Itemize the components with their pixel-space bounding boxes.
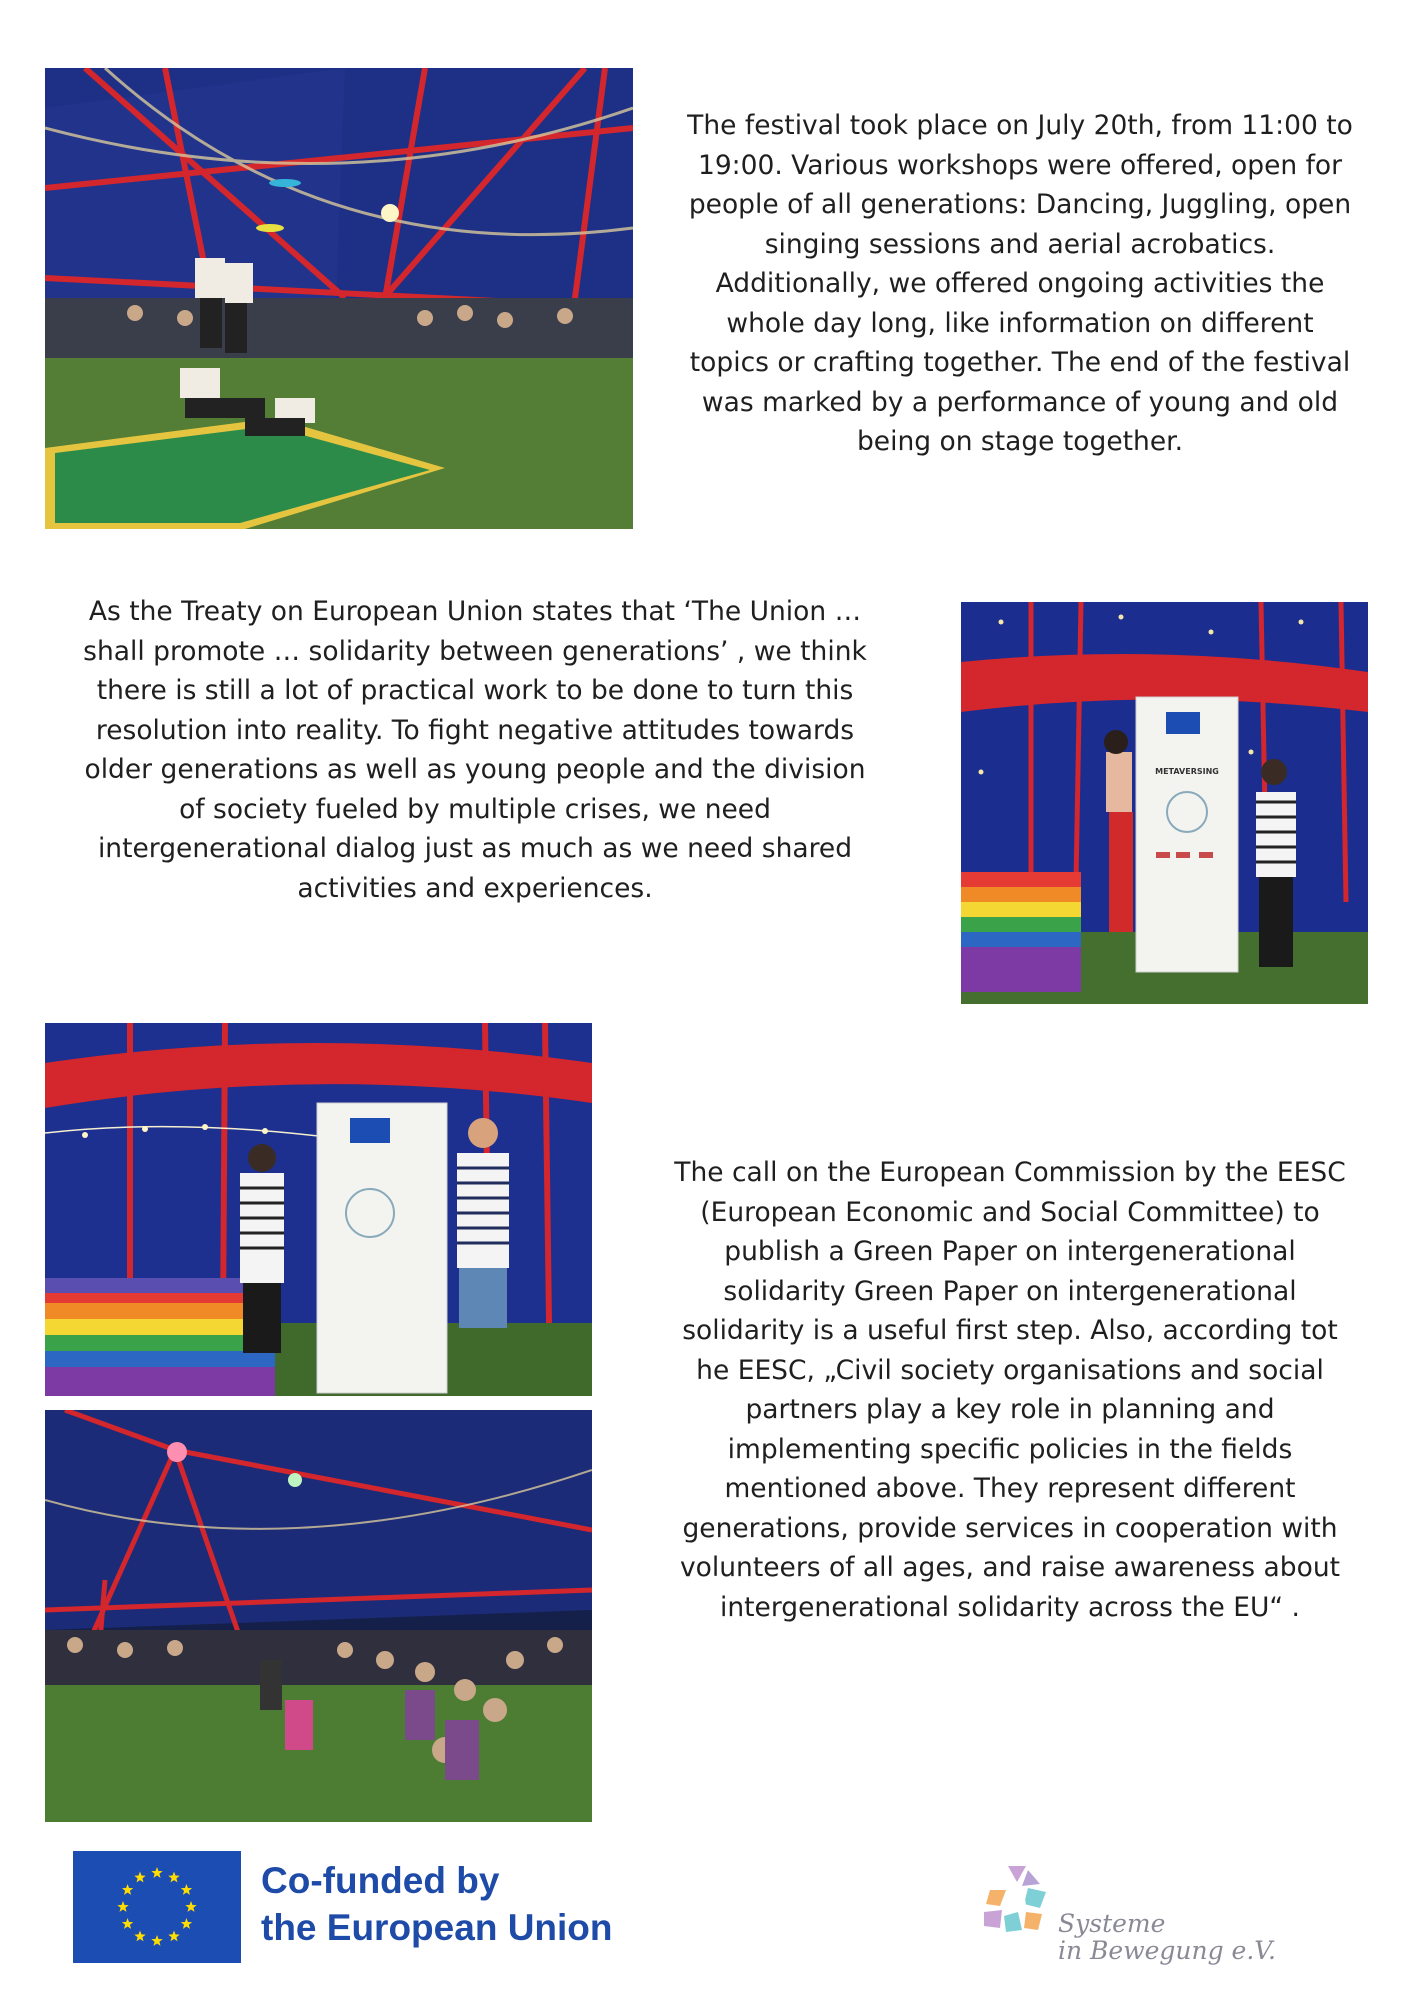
text-line: implementing specific policies in the fields — [727, 1433, 1293, 1465]
text-line: As the Treaty on European Union states that ‘The Union … — [88, 596, 862, 627]
text-line: 19:00. Various workshops were offered, open for — [697, 149, 1343, 181]
text-line: partners play a key role in planning and — [745, 1394, 1275, 1425]
text-line: there is still a lot of practical work to be done to turn this — [96, 675, 854, 706]
org-line-2: in Bewegung e.V. — [1058, 1936, 1276, 1965]
text-line: shall promote … solidarity between generations’ , we think — [83, 635, 867, 667]
eu-star-icon — [181, 1884, 192, 1895]
text-line: people of all generations: Dancing, Juggling, open — [688, 189, 1352, 220]
text-line: was marked by a performance of young and old — [701, 386, 1339, 418]
eu-cofunded-text — [261, 1857, 613, 1951]
photo-tent-audience — [45, 1410, 592, 1822]
eu-star-icon — [185, 1901, 196, 1912]
systeme-logo-text — [1058, 1910, 1276, 1964]
text-line: being on stage together. — [856, 426, 1184, 457]
eu-star-icon — [134, 1872, 145, 1883]
text-line: (European Economic and Social Committee) to — [700, 1196, 1320, 1228]
text-line: intergenerational dialog just as much as we need shared — [97, 833, 853, 864]
text-line: publish a Green Paper on intergenerational — [724, 1236, 1296, 1267]
systeme-in-bewegung-logo — [970, 1860, 1276, 1970]
text-line: he EESC, „Civil society organisations and social — [696, 1354, 1324, 1386]
photo-banner-presentation — [961, 602, 1368, 1004]
festival-paragraph — [640, 106, 1400, 462]
text-line: intergenerational solidarity across the EU“ . — [720, 1591, 1300, 1623]
text-line: whole day long, like information on different — [726, 307, 1314, 339]
text-line: older generations as well as young people and the division — [84, 754, 866, 785]
text-line: volunteers of all ages, and raise awareness about — [679, 1552, 1340, 1583]
text-line: of society fueled by multiple crises, we need — [179, 793, 771, 825]
eu-star-icon — [134, 1930, 145, 1941]
org-line-1: Systeme — [1058, 1909, 1166, 1938]
banner-title: METAVERSING — [1155, 767, 1219, 776]
eu-line-2: the European Union — [261, 1907, 613, 1948]
eesc-paragraph — [630, 1153, 1390, 1627]
text-line: generations, provide services in cooperation with — [682, 1512, 1338, 1544]
eu-star-icon — [168, 1930, 179, 1941]
text-line: The festival took place on July 20th, from 11:00 to — [687, 110, 1353, 141]
text-line: The call on the European Commission by the EESC — [674, 1157, 1346, 1188]
photo-banner-standing — [45, 1023, 592, 1396]
text-line: Additionally, we offered ongoing activities the — [715, 268, 1325, 299]
photo-acrobatics-performance — [45, 68, 633, 529]
eu-star-icon — [122, 1918, 133, 1929]
text-line: singing sessions and aerial acrobatics. — [764, 228, 1276, 260]
eu-flag-icon — [73, 1851, 241, 1963]
eu-line-1: Co-funded by — [261, 1860, 500, 1901]
systeme-logo-icon — [970, 1860, 1060, 1970]
text-line: activities and experiences. — [297, 872, 653, 904]
eu-star-icon — [181, 1918, 192, 1929]
eu-star-icon — [122, 1884, 133, 1895]
eu-star-icon — [117, 1901, 128, 1912]
text-line: topics or crafting together. The end of the festival — [689, 347, 1351, 378]
text-line: mentioned above. They represent different — [724, 1473, 1296, 1504]
text-line: resolution into reality. To fight negative attitudes towards — [95, 714, 855, 746]
eu-star-icon — [151, 1867, 162, 1878]
text-line: solidarity is a useful first step. Also, according tot — [682, 1315, 1338, 1346]
text-line: solidarity Green Paper on intergenerational — [723, 1275, 1297, 1307]
eu-star-icon — [168, 1872, 179, 1883]
treaty-paragraph — [50, 592, 900, 908]
eu-star-icon — [151, 1935, 162, 1946]
eu-cofunded-logo — [73, 1851, 628, 1963]
